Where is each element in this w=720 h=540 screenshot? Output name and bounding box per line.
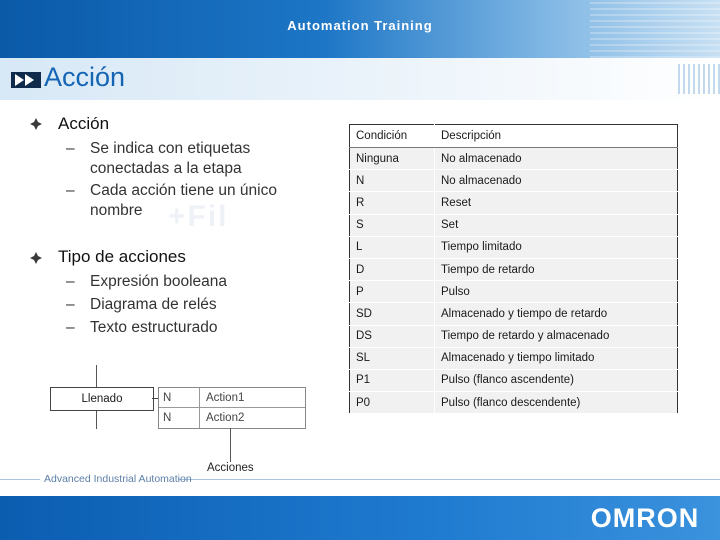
watermark-text: +Fil bbox=[168, 200, 229, 233]
double-arrow-icon bbox=[10, 70, 42, 90]
cell-condition: P1 bbox=[350, 369, 435, 391]
header-brand: Automation Training bbox=[287, 18, 433, 33]
sub-bullet-texto: Texto estructurado bbox=[90, 319, 218, 336]
table-header-row bbox=[350, 125, 678, 148]
bullet-tipo-acciones: Tipo de acciones bbox=[58, 247, 186, 266]
table-row bbox=[350, 325, 678, 347]
cell-description: Pulso (flanco descendente) bbox=[435, 392, 678, 414]
action-row bbox=[159, 408, 305, 428]
cell-description: No almacenado bbox=[435, 148, 678, 170]
sub-bullet-booleana: Expresión booleana bbox=[90, 273, 228, 290]
cell-description: Set bbox=[435, 214, 678, 236]
logo-text: OMRON bbox=[590, 504, 700, 532]
action-name: Action1 bbox=[206, 392, 245, 404]
table-row bbox=[350, 148, 678, 170]
caption-pointer-line bbox=[230, 428, 231, 462]
cell-description: Pulso (flanco ascendente) bbox=[435, 369, 678, 391]
cell-condition: S bbox=[350, 214, 435, 236]
action-block bbox=[158, 387, 306, 429]
footer-tagline: Advanced Industrial Automation bbox=[44, 473, 192, 485]
sub-bullet-reles: Diagrama de relés bbox=[90, 296, 217, 313]
cell-description: Reset bbox=[435, 192, 678, 214]
cell-condition: SD bbox=[350, 303, 435, 325]
table-row bbox=[350, 281, 678, 303]
diamond-bullet-icon bbox=[30, 118, 42, 130]
action-row bbox=[159, 388, 305, 408]
table-row bbox=[350, 369, 678, 391]
sub-bullet-dash: – bbox=[66, 296, 75, 313]
column-header-descripcion: Descripción bbox=[435, 125, 678, 148]
sub-bullet-nombre: Cada acción tiene un único nombre bbox=[90, 182, 277, 219]
cell-description: Tiempo de retardo bbox=[435, 258, 678, 280]
table-row bbox=[350, 170, 678, 192]
title-decoration bbox=[678, 64, 720, 94]
action-qualifier-table bbox=[349, 124, 678, 414]
column-header-condicion: Condición bbox=[350, 125, 435, 148]
table-row bbox=[350, 303, 678, 325]
cell-description: Tiempo limitado bbox=[435, 236, 678, 258]
table-row bbox=[350, 258, 678, 280]
cell-description: Almacenado y tiempo limitado bbox=[435, 347, 678, 369]
table-row bbox=[350, 347, 678, 369]
sub-bullet-dash: – bbox=[66, 140, 75, 157]
cell-condition: P0 bbox=[350, 392, 435, 414]
cell-condition: DS bbox=[350, 325, 435, 347]
cell-condition: N bbox=[350, 170, 435, 192]
cell-description: Pulso bbox=[435, 281, 678, 303]
omron-logo bbox=[586, 504, 704, 532]
cell-description: Tiempo de retardo y almacenado bbox=[435, 325, 678, 347]
sub-bullet-dash: – bbox=[66, 273, 75, 290]
cell-description: Almacenado y tiempo de retardo bbox=[435, 303, 678, 325]
table-row bbox=[350, 214, 678, 236]
cell-condition: SL bbox=[350, 347, 435, 369]
cell-description: No almacenado bbox=[435, 170, 678, 192]
diamond-bullet-icon bbox=[30, 252, 42, 264]
action-name: Action2 bbox=[206, 412, 245, 424]
cell-condition: P bbox=[350, 281, 435, 303]
slide-title: Acción bbox=[44, 62, 126, 92]
action-qualifier: N bbox=[163, 412, 172, 424]
action-qualifier: N bbox=[163, 392, 172, 404]
sub-bullet-dash: – bbox=[66, 319, 75, 336]
sfc-step-box: Llenado bbox=[50, 387, 154, 411]
sub-bullet-dash: – bbox=[66, 182, 75, 199]
cell-condition: D bbox=[350, 258, 435, 280]
cell-condition: Ninguna bbox=[350, 148, 435, 170]
table-row bbox=[350, 392, 678, 414]
footer-rule bbox=[0, 479, 40, 480]
table-row bbox=[350, 192, 678, 214]
cell-condition: L bbox=[350, 236, 435, 258]
cell-condition: R bbox=[350, 192, 435, 214]
diagram-caption: Acciones bbox=[207, 462, 254, 474]
table-row bbox=[350, 236, 678, 258]
footer-rule bbox=[178, 479, 720, 480]
bullet-accion: Acción bbox=[58, 114, 110, 133]
sub-bullet-etiquetas: Se indica con etiquetas conectadas a la etapa bbox=[90, 140, 251, 177]
